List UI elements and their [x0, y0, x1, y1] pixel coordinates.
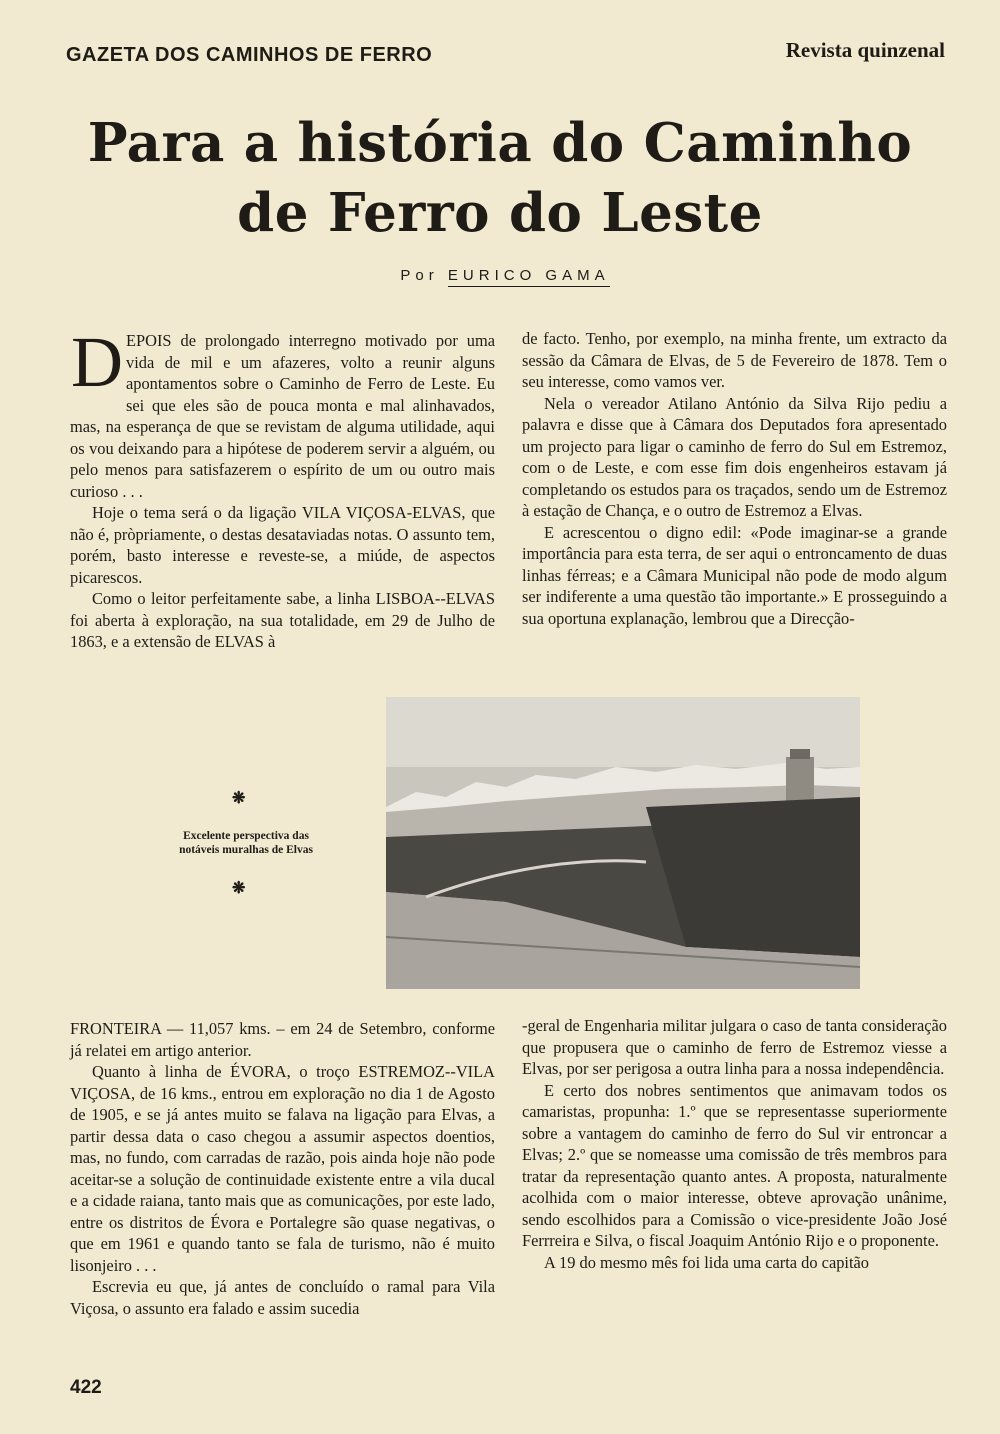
title-line-2: de Ferro do Leste [237, 182, 763, 244]
paragraph: Nela o vereador Atilano António da Silva Rijo pediu a palavra e disse que à Câmara dos Deputados fora apresentado um projecto para ligar o caminho de ferro do Sul em Estremoz, com o de Leste, e com esse fim dois engenheiros estavam já completando os estudos para os traçados, sendo um de Estremoz à estação de Chança, e o outro de Estremoz a Elvas. [522, 393, 947, 520]
paragraph: Hoje o tema será o da ligação VILA VIÇOSA-ELVAS, que não é, pròpriamente, o destas desataviadas notas. O assunto tem, porém, basto interesse e reveste-se, a miúde, de aspectos picarescos. [70, 503, 495, 587]
photo-illustration [386, 697, 860, 989]
byline-prefix: Por [400, 267, 439, 284]
article-title [60, 108, 940, 248]
publication-frequency: Revista quinzenal [785, 38, 945, 62]
column-1 [70, 322, 495, 653]
paragraph: EPOIS de prolongado interregno motivado por uma vida de mil e um afazeres, volto a reunir alguns apontamentos sobre o Caminho de Ferro de Leste. Eu sei que eles são de pouca monta e mal alinhavados, mas, na esperança de que se revistam de alguma utilidade, aqui os vou deixando para a hipótese de poderem servir a alguém, ou pelo menos para satisfazerem o espírito de um ou outro mais curioso . . . [70, 331, 495, 501]
paragraph: Escrevia eu que, já antes de concluído o ramal para Vila Viçosa, o assunto era falado e assim sucedia [70, 1277, 495, 1318]
column-2 [522, 328, 947, 629]
column-3 [70, 1018, 495, 1319]
page-number: 422 [70, 1377, 102, 1398]
paragraph: de facto. Tenho, por exemplo, na minha frente, um extracto da sessão da Câmara de Elvas, de 5 de Fevereiro de 1878. Tem o seu interesse, como vamos ver. [522, 329, 947, 391]
drop-cap: D [71, 322, 123, 402]
ornament-bottom: ❋ [232, 880, 246, 897]
photo-caption [136, 829, 356, 857]
paragraph: E certo dos nobres sentimentos que animavam todos os camaristas, propunha: 1.º que se representasse superiormente sobre a vantagem do caminho de ferro do Sul vir entroncar a Elvas; 2.º que se nomeasse uma comissão de três membros para tratar da representação quanto antes. A proposta, naturalmente acolhida com o maior interesse, obteve aprovação unânime, sendo escolhidos para a Comissão o vice-presidente João José Ferrreira e Silva, o fiscal Joaquim António Rijo e o proponente. [522, 1080, 947, 1250]
paragraph: FRONTEIRA — 11,057 kms. – em 24 de Setembro, conforme já relatei em artigo anterior. [70, 1019, 495, 1060]
paragraph: Quanto à linha de ÉVORA, o troço ESTREMOZ--VILA VIÇOSA, de 16 kms., entrou em exploração no dia 1 de Agosto de 1905, e se já antes muito se falava na ligação para Elvas, a partir dessa data o caso chegou a assumir aspectos doentios, mas, no fundo, com carradas de razão, pois ainda hoje não pode aceitar-se a solução de continuidade existente entre a vila ducal e a cidade raiana, tanto mais que as comunicações, por este lado, entre os distritos de Évora e Portalegre são quase negativas, o que em 1961 e quando tanto se fala de turismo, não é muito lisonjeiro . . . [70, 1062, 495, 1275]
caption-line-1: Excelente perspectiva das [183, 830, 309, 842]
title-line-1: Para a história do Caminho [87, 112, 913, 174]
publication-name: GAZETA DOS CAMINHOS DE FERRO [66, 44, 433, 66]
byline [0, 267, 1000, 284]
paragraph: Como o leitor perfeitamente sabe, a linha LISBOA--ELVAS foi aberta à exploração, na sua totalidade, em 29 de Julho de 1863, e a extensão de ELVAS à [70, 589, 495, 651]
column-4 [522, 1015, 947, 1273]
caption-line-2: notáveis muralhas de Elvas [179, 844, 313, 856]
paragraph: A 19 do mesmo mês foi lida uma carta do capitão [544, 1252, 869, 1272]
ornament-top: ❋ [232, 790, 246, 807]
elvas-walls-photo [386, 697, 860, 989]
author-name: EURICO GAMA [448, 267, 610, 287]
paragraph: -geral de Engenharia militar julgara o caso de tanta consideração que propusera que o caminho de ferro de Estremoz viesse a Elvas, por ser perigosa a outra linha para a nossa independência. [522, 1016, 947, 1078]
paragraph: E acrescentou o digno edil: «Pode imaginar-se a grande importância para esta terra, de ser aqui o entroncamento de duas linhas férreas; e a Câmara Municipal não pode de modo algum ser indiferente a uma questão tão importante.» E prosseguindo a sua oportuna explanação, lembrou que a Direcção- [522, 522, 947, 628]
